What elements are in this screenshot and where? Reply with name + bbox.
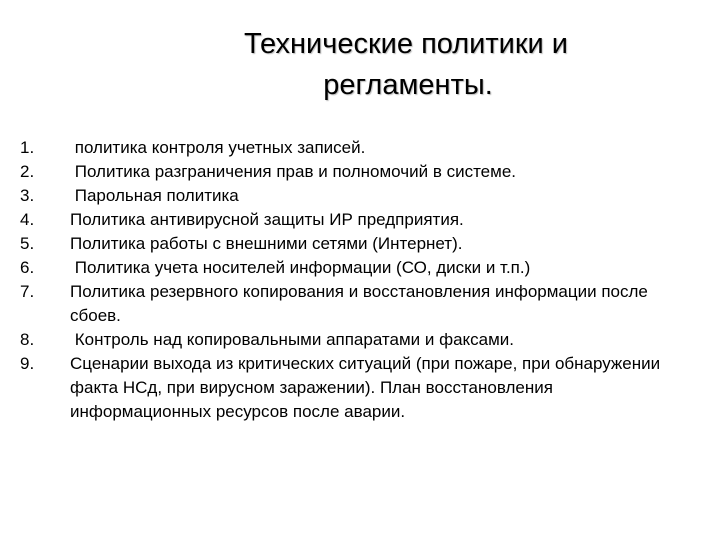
list-item-number: 5. <box>20 234 35 253</box>
list-item <box>20 328 700 352</box>
list-item-number: 2. <box>20 162 35 181</box>
list-item-number: 1. <box>20 138 35 157</box>
list-item-text: Политика работы с внешними сетями (Интернет). <box>70 234 463 253</box>
list-item <box>20 256 700 280</box>
list-item-text: Контроль над копировальными аппаратами и факсами. <box>70 330 515 349</box>
list-item-text: Политика учета носителей информации (СО, диски и т.п.) <box>70 258 531 277</box>
policy-list <box>20 136 700 424</box>
list-item-text: Сценарии выхода из критических ситуаций (при пожаре, при обнаружении факта НСд, при вирусном заражении). План восстановления информационных ресурсов после аварии. <box>70 354 665 421</box>
list-item-number: 4. <box>20 210 35 229</box>
list-item <box>20 136 700 160</box>
list-item-text: политика контроля учетных записей. <box>70 138 366 157</box>
list-item-text: Парольная политика <box>70 186 239 205</box>
list-item-text: Политика антивирусной защиты ИР предприятия. <box>70 210 464 229</box>
list-item <box>20 160 700 184</box>
slide-title-line-2: регламенты. <box>323 69 493 101</box>
list-item <box>20 208 700 232</box>
list-item-number: 8. <box>20 330 35 349</box>
list-item-text: Политика разграничения прав и полномочий в системе. <box>70 162 516 181</box>
list-item <box>20 232 700 256</box>
list-item-number: 7. <box>20 282 35 301</box>
list-item <box>20 352 700 424</box>
list-item-number: 9. <box>20 354 35 373</box>
list-item-number: 3. <box>20 186 35 205</box>
slide-title <box>0 24 720 106</box>
list-item-text: Политика резервного копирования и восстановления информации после сбоев. <box>70 282 653 325</box>
slide-title-line-1: Технические политики и <box>243 28 569 60</box>
list-item <box>20 280 700 328</box>
list-item <box>20 184 700 208</box>
list-item-number: 6. <box>20 258 35 277</box>
